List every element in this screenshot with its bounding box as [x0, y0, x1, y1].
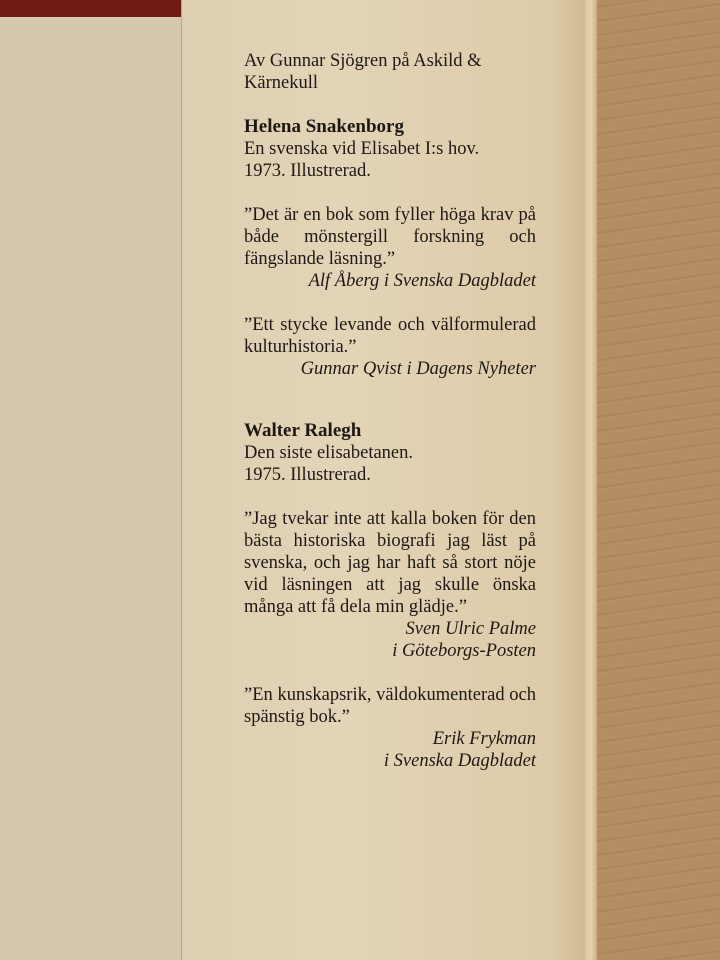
publisher-intro: Av Gunnar Sjögren på Askild & Kärnekull: [244, 51, 482, 93]
book-details: 1975. Illustrerad.: [244, 465, 371, 485]
wooden-table: [595, 0, 720, 960]
review-quote: ”Ett stycke levande och välformulerad kulturhistoria.”: [244, 315, 536, 357]
book-subtitle: En svenska vid Elisabet I:s hov.: [244, 139, 480, 159]
book-title: Helena Snakenborg: [244, 116, 404, 137]
review-attribution: Erik Frykman: [432, 729, 536, 749]
red-cover-band: [0, 0, 201, 17]
book-title: Walter Ralegh: [244, 420, 362, 441]
review-attribution: i Göteborgs-Posten: [392, 641, 536, 661]
left-page: [0, 17, 181, 960]
book-details: 1973. Illustrerad.: [244, 161, 371, 181]
book-subtitle: Den siste elisabetanen.: [244, 443, 414, 463]
flap-edge: [585, 0, 597, 960]
review-attribution: Gunnar Qvist i Dagens Nyheter: [300, 359, 536, 379]
review-quote: ”Det är en bok som fyller höga krav på både mönstergill forskning och fängslande läsning.”: [244, 205, 536, 269]
flap-text: [244, 50, 536, 772]
review-quote: ”Jag tvekar inte att kalla boken för den bästa historiska biografi jag läst på svenska, och jag har haft så stort nöje vid läsningen att jag skulle önska många att få dela min glädje.”: [244, 509, 536, 617]
review-attribution: Sven Ulric Palme: [405, 619, 536, 639]
review-attribution: Alf Åberg i Svenska Dagbladet: [308, 271, 536, 291]
review-quote: ”En kunskapsrik, väldokumenterad och spänstig bok.”: [244, 685, 536, 727]
review-attribution: i Svenska Dagbladet: [383, 751, 536, 771]
